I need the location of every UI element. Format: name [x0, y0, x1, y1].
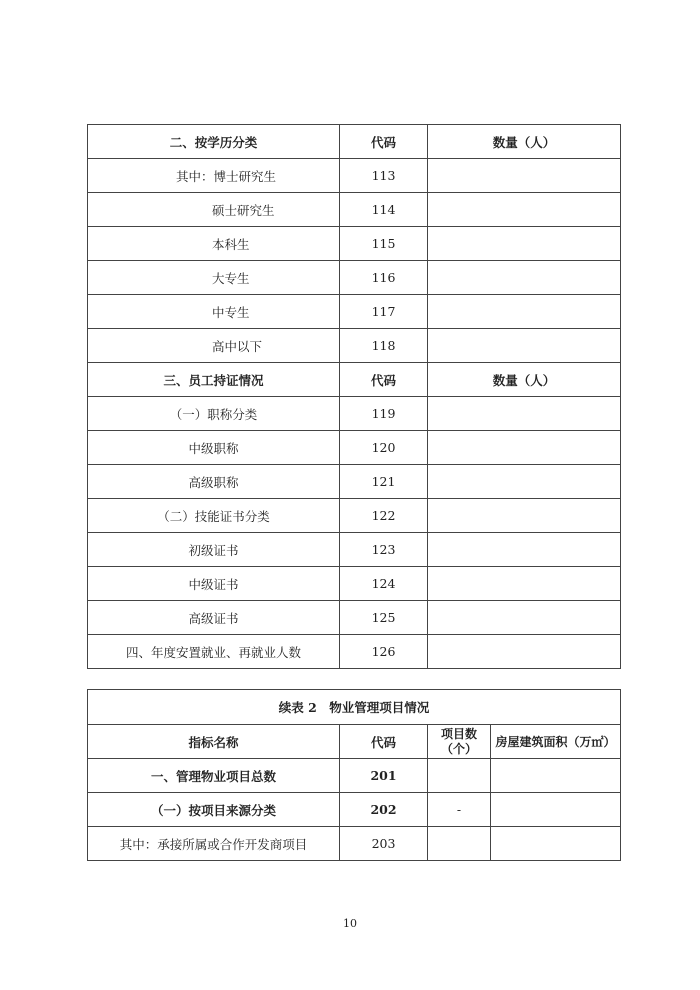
- table-row: [88, 499, 621, 533]
- count-header: [428, 725, 491, 759]
- row-code: 116: [340, 261, 428, 295]
- row-code: 120: [340, 431, 428, 465]
- table-row: [88, 329, 621, 363]
- quantity-cell[interactable]: [428, 635, 621, 669]
- row-label: 其中：博士研究生: [88, 159, 340, 193]
- quantity-cell[interactable]: [428, 567, 621, 601]
- area-cell[interactable]: [491, 759, 621, 793]
- row-code: 201: [340, 759, 428, 793]
- name-header: 指标名称: [88, 725, 340, 759]
- row-code: 125: [340, 601, 428, 635]
- section-title: 二、按学历分类: [88, 125, 340, 159]
- area-header: 房屋建筑面积（万㎡）: [491, 725, 621, 759]
- row-code: 117: [340, 295, 428, 329]
- row-code: 118: [340, 329, 428, 363]
- staff-statistics-table: [87, 124, 621, 669]
- quantity-cell[interactable]: [428, 261, 621, 295]
- table-row: [88, 295, 621, 329]
- row-label: 一、管理物业项目总数: [88, 759, 340, 793]
- table-row: [88, 827, 621, 861]
- table-row: [88, 227, 621, 261]
- table-caption: 续表 2 物业管理项目情况: [88, 690, 621, 725]
- row-code: 121: [340, 465, 428, 499]
- count-cell[interactable]: -: [428, 793, 491, 827]
- table-row: [88, 431, 621, 465]
- row-label: 大专生: [88, 261, 340, 295]
- table-row: [88, 261, 621, 295]
- quantity-cell[interactable]: [428, 499, 621, 533]
- quantity-cell[interactable]: [428, 397, 621, 431]
- section-title: 三、员工持证情况: [88, 363, 340, 397]
- table-row: [88, 635, 621, 669]
- row-code: 119: [340, 397, 428, 431]
- caption-row: [88, 690, 621, 725]
- code-header: 代码: [340, 725, 428, 759]
- table-row: [88, 465, 621, 499]
- table-row: [88, 193, 621, 227]
- quantity-cell[interactable]: [428, 431, 621, 465]
- count-header-line2: （个）: [440, 741, 477, 756]
- section-header-row: [88, 125, 621, 159]
- table-row: [88, 759, 621, 793]
- row-code: 126: [340, 635, 428, 669]
- row-label: （二）技能证书分类: [88, 499, 340, 533]
- row-label: 本科生: [88, 227, 340, 261]
- count-cell[interactable]: [428, 759, 491, 793]
- quantity-cell[interactable]: [428, 193, 621, 227]
- table-row: [88, 533, 621, 567]
- row-code: 115: [340, 227, 428, 261]
- row-label: 其中：承接所属或合作开发商项目: [88, 827, 340, 861]
- row-label: 初级证书: [88, 533, 340, 567]
- row-label: 中级职称: [88, 431, 340, 465]
- quantity-cell[interactable]: [428, 329, 621, 363]
- property-projects-table: [87, 689, 621, 861]
- row-label: 四、年度安置就业、再就业人数: [88, 635, 340, 669]
- section-header-row: [88, 363, 621, 397]
- quantity-cell[interactable]: [428, 533, 621, 567]
- row-code: 203: [340, 827, 428, 861]
- row-label: 高中以下: [88, 329, 340, 363]
- row-code: 113: [340, 159, 428, 193]
- code-header: 代码: [340, 363, 428, 397]
- row-label: 中专生: [88, 295, 340, 329]
- table-row: [88, 567, 621, 601]
- header-row: [88, 725, 621, 759]
- quantity-header: 数量（人）: [428, 363, 621, 397]
- area-cell[interactable]: [491, 827, 621, 861]
- row-label: 高级证书: [88, 601, 340, 635]
- quantity-cell[interactable]: [428, 159, 621, 193]
- row-code: 114: [340, 193, 428, 227]
- table-row: [88, 159, 621, 193]
- area-cell[interactable]: [491, 793, 621, 827]
- quantity-cell[interactable]: [428, 465, 621, 499]
- row-label: 高级职称: [88, 465, 340, 499]
- row-code: 124: [340, 567, 428, 601]
- row-label: 硕士研究生: [88, 193, 340, 227]
- table-row: [88, 601, 621, 635]
- quantity-cell[interactable]: [428, 295, 621, 329]
- row-code: 202: [340, 793, 428, 827]
- row-label: （一）按项目来源分类: [88, 793, 340, 827]
- quantity-cell[interactable]: [428, 601, 621, 635]
- row-code: 123: [340, 533, 428, 567]
- code-header: 代码: [340, 125, 428, 159]
- count-header-line1: 项目数: [440, 726, 477, 741]
- row-code: 122: [340, 499, 428, 533]
- count-cell[interactable]: [428, 827, 491, 861]
- quantity-header: 数量（人）: [428, 125, 621, 159]
- page-number: 10: [343, 917, 357, 930]
- table-row: [88, 397, 621, 431]
- quantity-cell[interactable]: [428, 227, 621, 261]
- table-row: [88, 793, 621, 827]
- row-label: 中级证书: [88, 567, 340, 601]
- row-label: （一）职称分类: [88, 397, 340, 431]
